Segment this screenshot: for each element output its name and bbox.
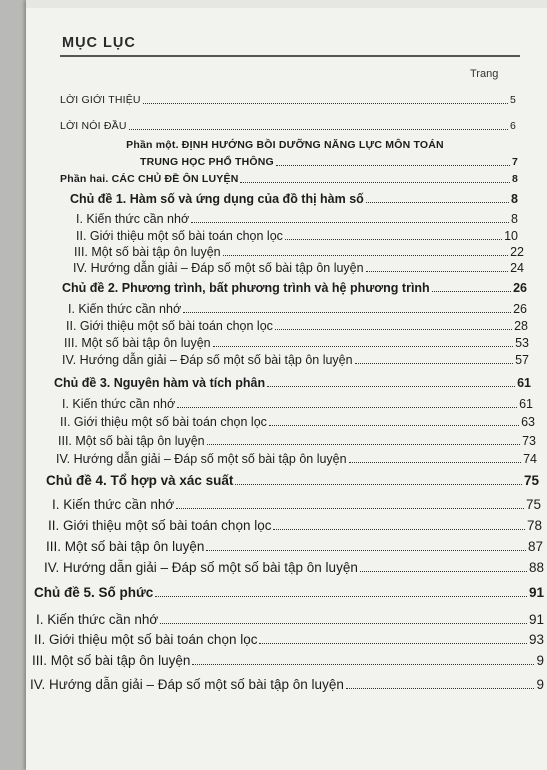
toc-entry-label: III. Một số bài tập ôn luyện [58,434,205,448]
dot-leader [177,407,517,408]
toc-entry-label: II. Giới thiệu một số bài toán chọn lọc [60,415,267,429]
dot-leader [160,623,527,624]
toc-entry-topic[interactable] [62,281,527,295]
toc-entry-page: 9 [536,653,544,668]
dot-leader [191,222,509,223]
part-one-title: Phần một. ĐỊNH HƯỚNG BỒI DƯỠNG NĂNG LỰC MÔN TOÁN [126,139,444,151]
toc-entry-page: 61 [517,376,531,390]
dot-leader [269,425,519,426]
toc-entry-topic[interactable] [46,474,539,488]
dot-leader [366,271,509,272]
toc-entry-page: 57 [515,353,529,367]
toc-entry[interactable] [68,302,527,316]
dot-leader [192,664,534,665]
toc-entry-page: 61 [519,397,533,411]
toc-entry-label: IV. Hướng dẫn giải – Đáp số một số bài tập ôn luyện [44,560,358,575]
dot-leader [349,462,522,463]
toc-entry[interactable] [52,498,541,512]
toc-entry-page: 22 [510,245,524,259]
toc-entry-label: I. Kiến thức cần nhớ [68,302,182,316]
page-column-label: Trang [470,68,499,80]
toc-entry-label: Chủ đề 3. Nguyên hàm và tích phân [54,376,266,390]
toc-entry-page: 53 [515,336,529,350]
toc-entry-label: Chủ đề 2. Phương trình, bất phương trình và hệ phương trình [62,281,430,295]
dot-leader [206,550,526,551]
toc-entry-label: II. Giới thiệu một số bài toán chọn lọc [48,518,272,533]
dot-leader [276,165,510,166]
toc-entry-label: Chủ đề 1. Hàm số và ứng dụng của đồ thị hàm số [70,192,364,206]
toc-entry[interactable] [74,245,524,259]
toc-entry-page: 8 [511,192,518,206]
toc-entry-page: 63 [521,415,535,429]
toc-entry[interactable] [44,561,544,575]
dot-leader [273,529,525,530]
toc-entry-label: LỜI GIỚI THIỆU [60,94,141,106]
dot-leader [223,255,508,256]
toc-entry-page: 5 [509,94,516,106]
toc-entry[interactable] [76,229,518,243]
dot-leader [176,508,524,509]
dot-leader [143,103,508,104]
toc-entry-page: 73 [522,434,536,448]
dot-leader [360,571,527,572]
toc-entry-page: 91 [528,585,544,600]
toc-entry-page: 8 [511,212,518,226]
toc-entry-page: 78 [526,518,542,533]
toc-entry-label: III. Một số bài tập ôn luyện [64,336,211,350]
toc-entry-topic[interactable] [70,192,518,206]
dot-leader [259,643,527,644]
toc-entry-page: 28 [514,319,528,333]
toc-entry-label: III. Một số bài tập ôn luyện [46,539,205,554]
toc-entry-page: 74 [523,452,537,466]
dot-leader [267,386,515,387]
toc-entry-page: 91 [528,612,544,627]
toc-entry[interactable] [36,613,544,627]
toc-entry[interactable] [73,261,524,275]
dot-leader [213,346,513,347]
toc-entry-page: 75 [523,473,539,488]
dot-leader [285,239,502,240]
toc-entry[interactable] [60,172,518,186]
toc-entry-page: 7 [511,156,518,168]
toc-entry[interactable] [62,353,529,367]
toc-entry-label: II. Giới thiệu một số bài toán chọn lọc [76,229,283,243]
toc-entry[interactable] [46,540,543,554]
page-top-strip [26,0,547,8]
toc-entry-page: 75 [525,497,541,512]
toc-entry[interactable] [66,319,528,333]
toc-entry-page: 6 [509,120,516,132]
toc-entry-label: III. Một số bài tập ôn luyện [74,245,221,259]
toc-entry-topic[interactable] [34,586,544,600]
toc-entry-label: Phần hai. CÁC CHỦ ĐỀ ÔN LUYỆN [60,173,239,185]
toc-entry-label: Chủ đề 4. Tổ hợp và xác suất [46,473,234,488]
dot-leader [183,312,511,313]
toc-entry[interactable] [34,633,544,647]
toc-entry-page: 87 [527,539,543,554]
dot-leader [240,182,509,183]
toc-entry[interactable] [30,678,544,692]
toc-entry[interactable] [32,654,544,668]
toc-entry-label: IV. Hướng dẫn giải – Đáp số một số bài tập ôn luyện [73,261,364,275]
toc-entry-page: 8 [511,173,518,185]
dot-leader [155,596,527,597]
toc-entry-label: I. Kiến thức cần nhớ [76,212,190,226]
dot-leader [207,444,520,445]
toc-entry-label: IV. Hướng dẫn giải – Đáp số một số bài tập ôn luyện [56,452,347,466]
toc-entry[interactable] [62,397,533,411]
toc-entry[interactable] [140,155,518,169]
toc-entry-label: II. Giới thiệu một số bài toán chọn lọc [34,632,258,647]
toc-entry[interactable] [64,336,529,350]
dot-leader [129,129,508,130]
dot-leader [235,484,522,485]
toc-entry[interactable] [76,212,518,226]
toc-entry-label: I. Kiến thức cần nhớ [36,612,159,627]
toc-entry-page: 93 [528,632,544,647]
toc-entry[interactable] [48,519,542,533]
toc-entry-label: I. Kiến thức cần nhớ [62,397,176,411]
dot-leader [432,291,511,292]
dot-leader [275,329,512,330]
toc-entry[interactable] [58,434,536,448]
toc-entry-label: II. Giới thiệu một số bài toán chọn lọc [66,319,273,333]
toc-entry-page: 24 [510,261,524,275]
toc-entry[interactable] [60,119,516,133]
toc-entry-page: 26 [513,302,527,316]
dot-leader [346,688,535,689]
toc-entry-label: I. Kiến thức cần nhớ [52,497,175,512]
toc-entry[interactable] [60,415,535,429]
toc-entry-page: 26 [513,281,527,295]
toc-entry[interactable] [60,93,516,107]
toc-entry-page: 10 [504,229,518,243]
dot-leader [366,202,509,203]
toc-heading: MỤC LỤC [62,35,136,51]
toc-entry-label: III. Một số bài tập ôn luyện [32,653,191,668]
toc-entry-label: LỜI NÓI ĐẦU [60,120,127,132]
heading-rule [60,55,520,57]
toc-entry-page: 88 [528,560,544,575]
toc-entry[interactable] [56,452,537,466]
toc-entry-label: Chủ đề 5. Số phức [34,585,154,600]
dot-leader [355,363,514,364]
toc-entry-page: 9 [536,677,544,692]
toc-entry-label: TRUNG HỌC PHỔ THÔNG [140,156,274,168]
toc-entry-topic[interactable] [54,376,531,390]
toc-entry-label: IV. Hướng dẫn giải – Đáp số một số bài tập ôn luyện [30,677,344,692]
toc-entry-label: IV. Hướng dẫn giải – Đáp số một số bài tập ôn luyện [62,353,353,367]
